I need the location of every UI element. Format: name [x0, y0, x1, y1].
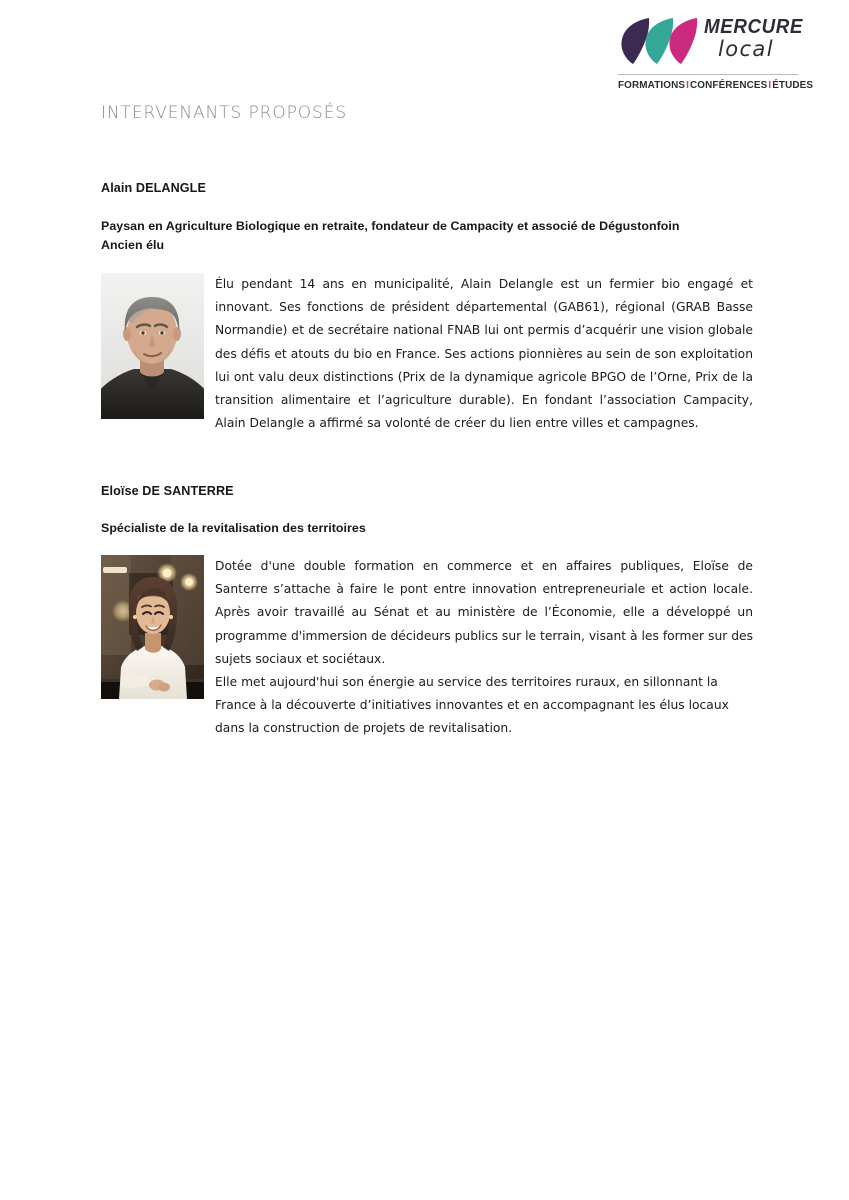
speaker-role-line-1: Paysan en Agriculture Biologique en retraite, fondateur de Campacity et associé de Dégustonfoin: [101, 219, 680, 233]
logo-brand-secondary: local: [718, 37, 774, 61]
logo-wordmark: [704, 16, 804, 61]
speaker-bio: [215, 273, 753, 435]
speaker-bio-row: [101, 555, 753, 741]
speaker-name: Eloïse DE SANTERRE: [101, 484, 234, 498]
logo-tagline-separator-2: I: [768, 80, 772, 91]
speaker-role-line-2: Ancien élu: [101, 238, 165, 252]
logo-tagline-item-formations: FORMATIONS: [618, 80, 686, 91]
logo-brand-primary: MERCURE: [704, 16, 804, 38]
logo-tagline-item-etudes: ÉTUDES: [772, 80, 814, 91]
petal-pink-icon: [668, 18, 698, 64]
speaker-role: [101, 519, 753, 538]
speaker-role-line-1: Spécialiste de la revitalisation des territoires: [101, 521, 366, 535]
speaker-section-eloise-de-santerre: [101, 483, 753, 741]
speaker-bio-row: [101, 273, 753, 435]
logo-tagline-separator-1: I: [686, 80, 690, 91]
speaker-bio-paragraph: Élu pendant 14 ans en municipalité, Alain Delangle est un fermier bio engagé et innovant. Ses fonctions de président départemental (GAB61), régional (GRAB Basse Normandie) et de secrétaire national FNAB lui ont permis d’acquérir une vision globale des défis et atouts du bio en France. Ses actions pionnières au sein de son exploitation lui ont valu deux distinctions (Prix de la dynamique agricole BPGO de l’Orne, Prix de la transition alimentaire et l’agriculture durable). En fondant l’association Campacity, Alain Delangle a affirmé sa volonté de créer du lien entre villes et campagnes.: [215, 277, 753, 431]
mercure-local-logo: [608, 14, 814, 98]
logo-tagline: [618, 80, 814, 91]
logo-divider: [618, 74, 798, 75]
page-title: INTERVENANTS PROPOSÉS: [101, 103, 348, 123]
speaker-name: Alain DELANGLE: [101, 181, 206, 195]
logo-petals-icon: [620, 18, 698, 66]
speaker-photo: [101, 273, 204, 419]
speaker-bio: [215, 555, 753, 741]
speaker-bio-paragraph-1: Dotée d'une double formation en commerce et en affaires publiques, Eloïse de Santerre s’attache à faire le pont entre innovation entrepreneuriale et action locale. Après avoir travaillé au Sénat et au ministère de l’Économie, elle a développé un programme d'immersion de décideurs publics sur le terrain, visant à les former sur des sujets sociaux et sociétaux.: [215, 559, 753, 666]
logo-mark-row: [608, 14, 804, 70]
speaker-section-alain-delangle: [101, 180, 753, 435]
speaker-bio-paragraph-2: Elle met aujourd'hui son énergie au service des territoires ruraux, en sillonnant la France à la découverte d’initiatives innovantes et en accompagnant les élus locaux dans la construction de projets de revitalisation.: [215, 675, 729, 736]
speaker-role: [101, 217, 753, 255]
logo-tagline-item-conferences: CONFÉRENCES: [689, 80, 768, 91]
speaker-photo: [101, 555, 204, 699]
